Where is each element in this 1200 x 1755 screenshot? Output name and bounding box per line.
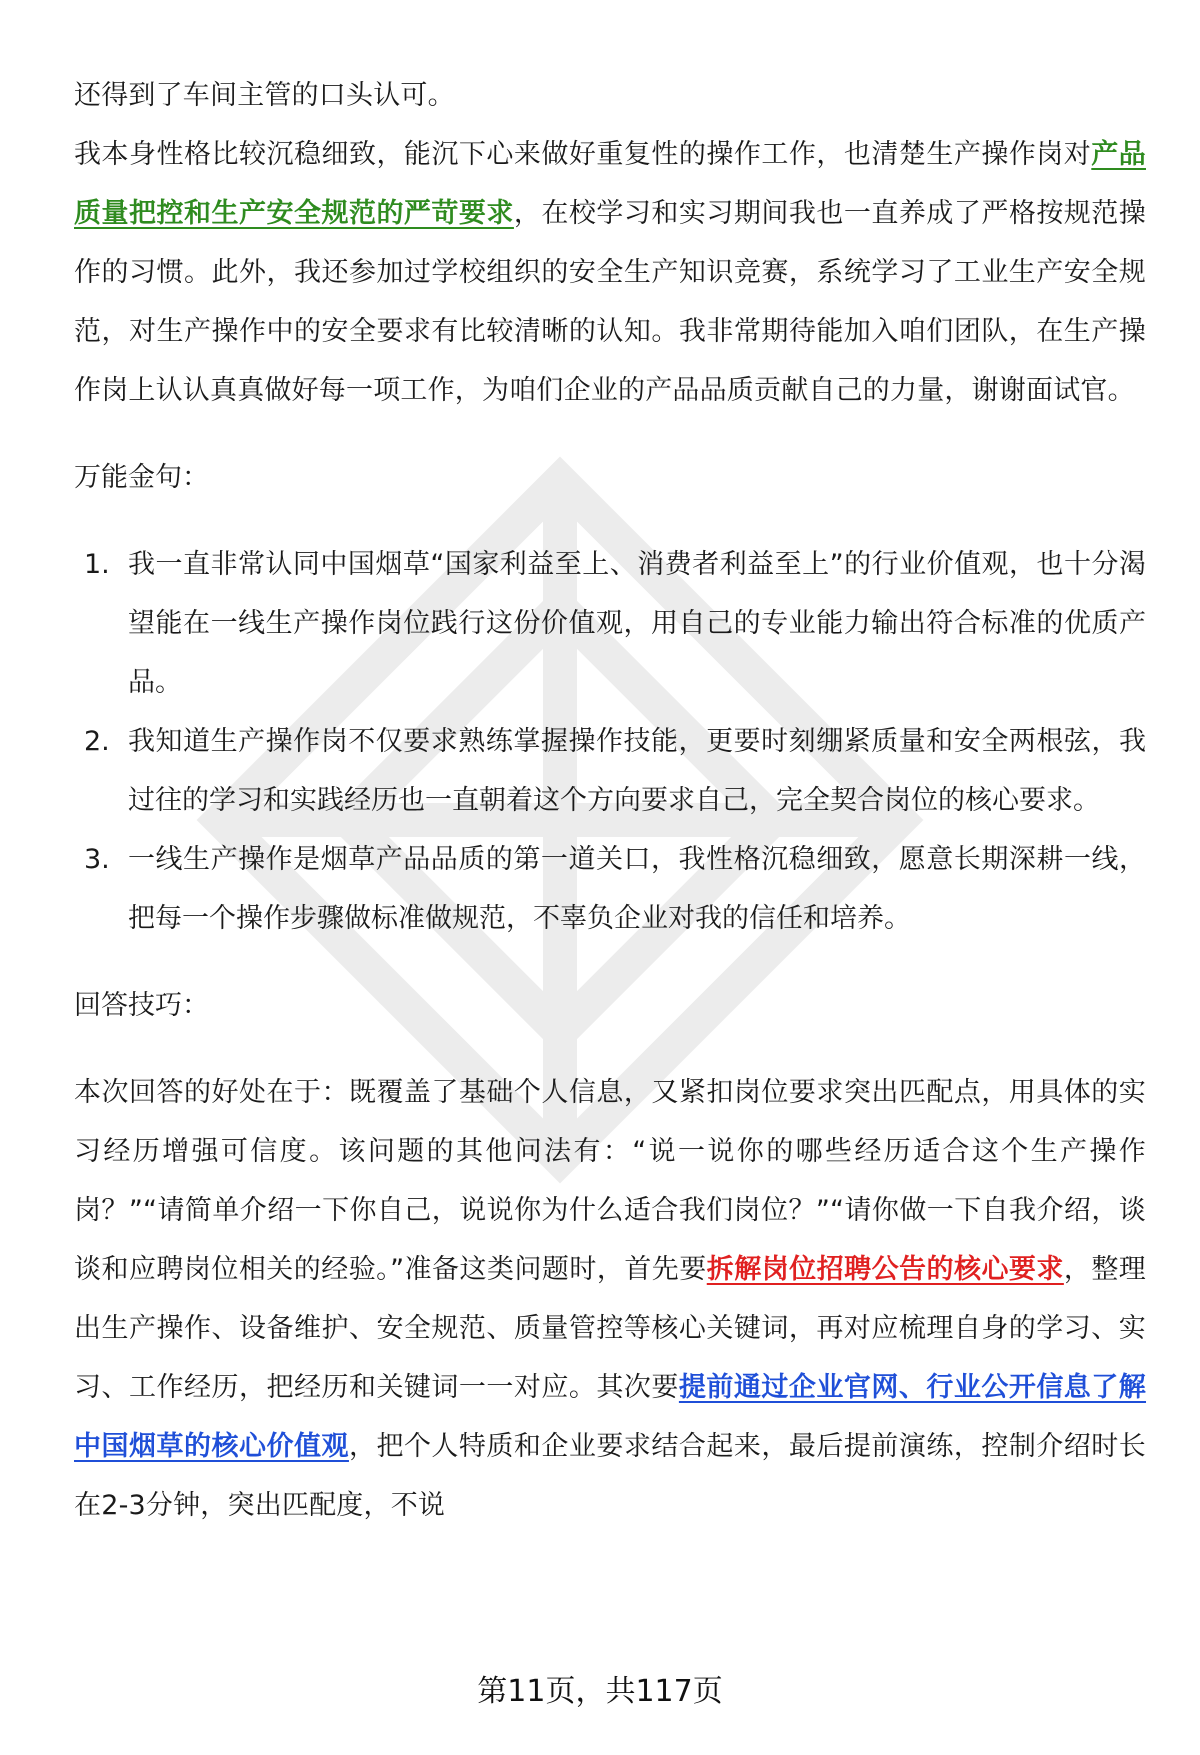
paragraph-text: ，整理出生产操作、设备维护、安全规范、质量管控等核心关键词，再对应梳理自身的学习、实习、工作经历，把经历和关键词一一对应。其次要 bbox=[74, 1254, 1146, 1403]
list-item-text: 一线生产操作是烟草产品品质的第一道关口，我性格沉稳细致，愿意长期深耕一线，把每一个操作步骤做标准做规范，不辜负企业对我的信任和培养。 bbox=[128, 844, 1146, 934]
list-item-text: 我知道生产操作岗不仅要求熟练掌握操作技能，更要时刻绷紧质量和安全两根弦，我过往的学习和实践经历也一直朝着这个方向要求自己，完全契合岗位的核心要求。 bbox=[128, 726, 1146, 816]
paragraph-answer-tips bbox=[74, 1063, 1146, 1535]
section-heading-answer-tips: 回答技巧： bbox=[74, 990, 209, 1021]
list-item bbox=[74, 535, 1146, 712]
list-number: 2. bbox=[84, 726, 110, 757]
list-number: 3. bbox=[84, 844, 110, 875]
paragraph-text: 本次回答的好处在于：既覆盖了基础个人信息，又紧扣岗位要求突出匹配点，用具体的实习经历增强可信度。该问题的其他问法有：“说一说你的哪些经历适合这个生产操作岗？”“请简单介绍一下你自己，说说你为什么适合我们岗位？”“请你做一下自我介绍，谈谈和应聘岗位相关的经验。”准备这类问题时，首先要 bbox=[74, 1077, 1146, 1285]
section-heading-golden-sentences: 万能金句： bbox=[74, 462, 209, 493]
paragraph-self-description bbox=[74, 125, 1146, 420]
list-item bbox=[74, 712, 1146, 830]
list-item bbox=[74, 830, 1146, 948]
highlight-job-requirements: 拆解岗位招聘公告的核心要求 bbox=[706, 1254, 1064, 1285]
paragraph-text: 我本身性格比较沉稳细致，能沉下心来做好重复性的操作工作，也清楚生产操作岗对 bbox=[74, 139, 1092, 170]
golden-sentences-list bbox=[74, 535, 1146, 948]
paragraph-intro-end: 还得到了车间主管的口头认可。 bbox=[74, 80, 455, 111]
highlight-quality-safety: 产品质量把控和生产安全规范的严苛要求 bbox=[74, 139, 1146, 229]
list-number: 1. bbox=[84, 549, 110, 580]
list-item-text: 我一直非常认同中国烟草“国家利益至上、消费者利益至上”的行业价值观，也十分渴望能在一线生产操作岗位践行这份价值观，用自己的专业能力输出符合标准的优质产品。 bbox=[128, 549, 1146, 698]
document-body bbox=[74, 66, 1146, 1535]
page-number-footer: 第11页，共117页 bbox=[477, 1674, 723, 1709]
highlight-core-values: 提前通过企业官网、行业公开信息了解中国烟草的核心价值观 bbox=[74, 1372, 1147, 1462]
paragraph-text: ，把个人特质和企业要求结合起来，最后提前演练，控制介绍时长在2-3分钟，突出匹配度，不说 bbox=[74, 1431, 1146, 1521]
paragraph-text: ，在校学习和实习期间我也一直养成了严格按规范操作的习惯。此外，我还参加过学校组织的安全生产知识竞赛，系统学习了工业生产安全规范，对生产操作中的安全要求有比较清晰的认知。我非常期待能加入咱们团队，在生产操作岗上认认真真做好每一项工作，为咱们企业的产品品质贡献自己的力量，谢谢面试官。 bbox=[74, 198, 1146, 406]
